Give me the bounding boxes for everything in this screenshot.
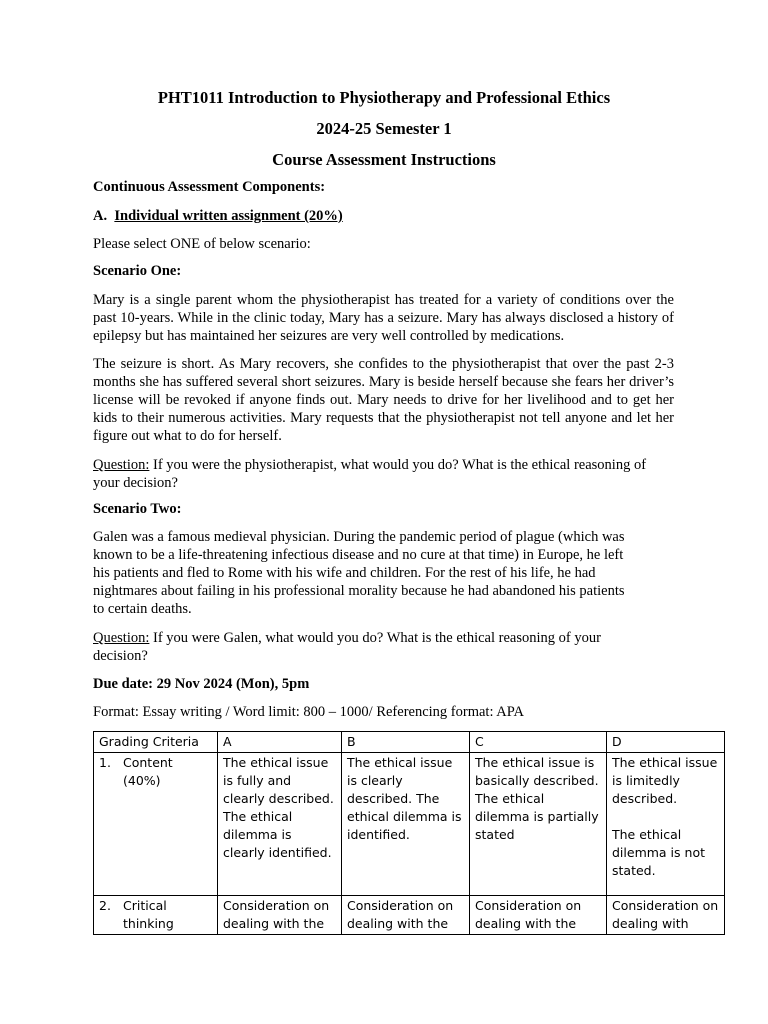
scenario-two-question-cont: decision? <box>93 648 148 664</box>
format-line: Format: Essay writing / Word limit: 800 – 1000/ Referencing format: APA <box>93 704 524 720</box>
section-a-title: Individual written assignment (20%) <box>114 208 343 224</box>
grade-a-cell: The ethical issue is fully and clearly described. The ethical dilemma is clearly identified. <box>218 753 342 896</box>
criterion-weight: (40%) <box>123 773 161 788</box>
select-prompt: Please select ONE of below scenario: <box>93 236 311 252</box>
table-header-cell: Grading Criteria <box>94 732 218 753</box>
table-row <box>94 896 725 935</box>
section-a-letter: A. <box>93 208 108 224</box>
question-text: If you were the physiotherapist, what would you do? What is the ethical reasoning of your decision? <box>93 457 647 491</box>
criterion-cell <box>94 896 218 935</box>
grade-c-cell: Consideration on dealing with the <box>470 896 607 935</box>
grade-d-text: The ethical issue is limitedly described. <box>612 755 718 806</box>
due-date: Due date: 29 Nov 2024 (Mon), 5pm <box>93 676 310 692</box>
question-label: Question: <box>93 457 150 473</box>
table-row <box>94 753 725 896</box>
scenario-two-line: his patients and fled to Rome with his wife and children. For the rest of his life, he had <box>93 565 596 581</box>
table-header-cell: C <box>470 732 607 753</box>
criterion-number: 2. <box>99 898 111 913</box>
table-header-cell: A <box>218 732 342 753</box>
semester-title: 2024-25 Semester 1 <box>316 119 452 138</box>
grade-b-cell: Consideration on dealing with the <box>342 896 470 935</box>
components-heading: Continuous Assessment Components: <box>93 179 326 195</box>
grade-b-cell: The ethical issue is clearly described. The ethical dilemma is identified. <box>342 753 470 896</box>
scenario-two-question <box>93 630 601 647</box>
criterion-name: Content <box>123 755 173 770</box>
scenario-one-paragraph-2: The seizure is short. As Mary recovers, she confides to the physiotherapist that over the past 2-3 months she has suffered several short seizures. Mary is beside herself because she fears her driver’s license will be revoked if anyone finds out. Mary needs to drive for her livelihood and to get her kids to their numerous activities. Mary requests that the physiotherapist not tell anyone and let her figure out what to do for herself. <box>93 356 674 444</box>
grade-d-text: The ethical dilemma is not stated. <box>612 827 705 878</box>
scenario-one-question <box>93 456 674 492</box>
grade-d-cell: Consideration on dealing with <box>607 896 725 935</box>
table-header-row <box>94 732 725 753</box>
grade-a-cell: Consideration on dealing with the <box>218 896 342 935</box>
question-label: Question: <box>93 630 150 646</box>
section-a-heading <box>93 208 343 225</box>
scenario-two-line: to certain deaths. <box>93 601 192 617</box>
criterion-name-cont: thinking <box>123 916 174 931</box>
instructions-title: Course Assessment Instructions <box>272 150 496 169</box>
criterion-name: Critical <box>123 898 167 913</box>
scenario-two-line: Galen was a famous medieval physician. During the pandemic period of plague (which was <box>93 529 625 545</box>
scenario-two-heading: Scenario Two: <box>93 501 182 517</box>
grade-d-cell <box>607 753 725 896</box>
criterion-number: 1. <box>99 755 111 770</box>
table-header-cell: B <box>342 732 470 753</box>
scenario-one-heading: Scenario One: <box>93 263 182 279</box>
course-title: PHT1011 Introduction to Physiotherapy and Professional Ethics <box>157 88 611 107</box>
scenario-one-paragraph-1: Mary is a single parent whom the physiotherapist has treated for a variety of conditions over the past 10-years. While in the clinic today, Mary has a seizure. Mary has always disclosed a history of epilepsy but has maintained her seizures are very well controlled by medications. <box>93 292 674 344</box>
question-text: If you were Galen, what would you do? What is the ethical reasoning of your <box>149 630 601 646</box>
grade-c-cell: The ethical issue is basically described. The ethical dilemma is partially stated <box>470 753 607 896</box>
grading-criteria-table <box>93 731 725 935</box>
scenario-two-line: nightmares about failing in his professional morality because he had abandoned his patients <box>93 583 625 599</box>
criterion-cell <box>94 753 218 896</box>
table-header-cell: D <box>607 732 725 753</box>
scenario-two-line: known to be a life-threatening infectious disease and no cure at that time) in Europe, he left <box>93 547 624 563</box>
